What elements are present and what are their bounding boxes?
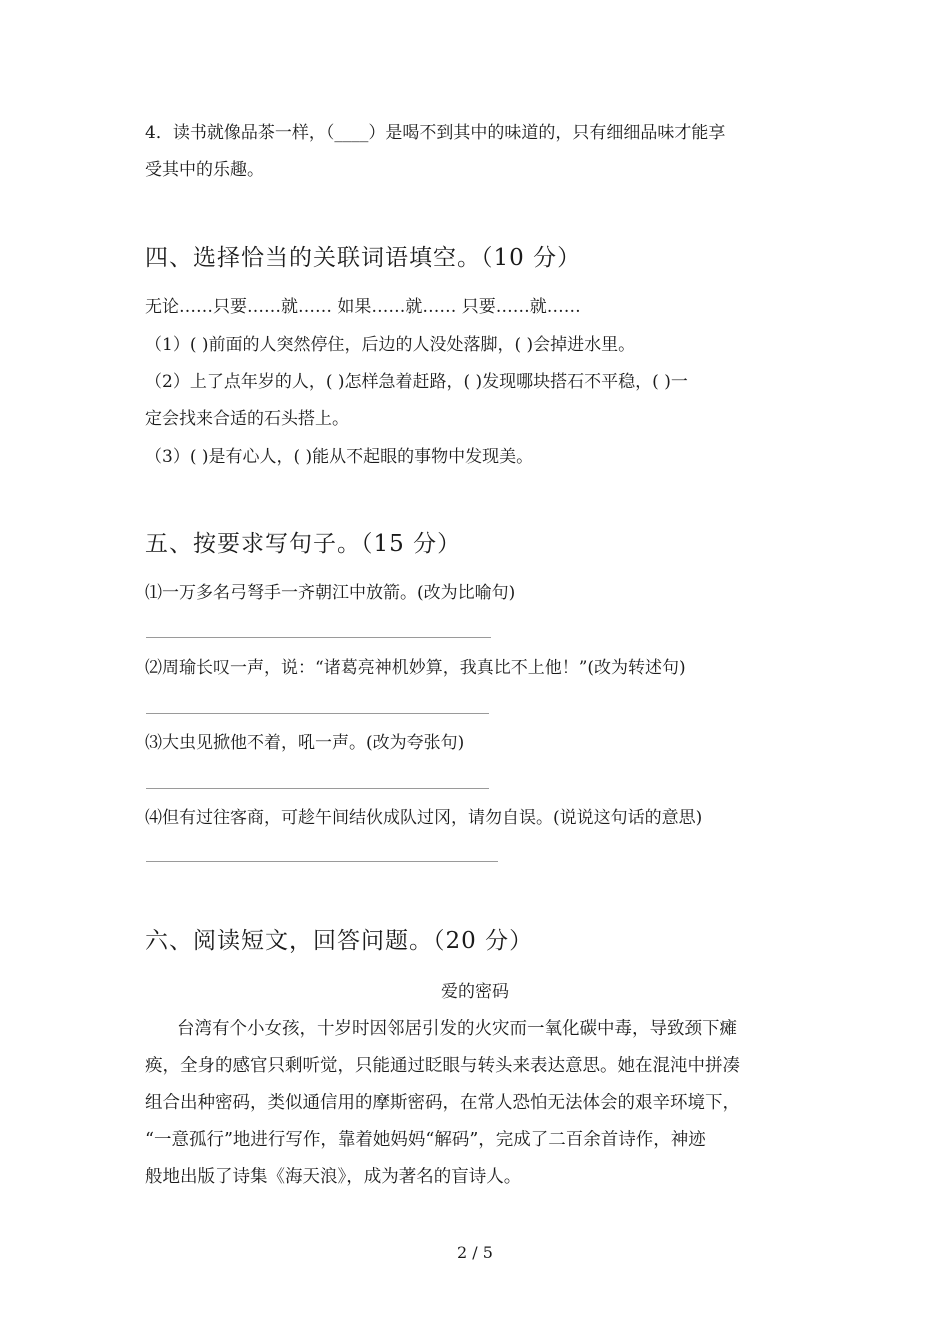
section-4-item-3: （3）( )是有心人，( )能从不起眼的事物中发现美。 bbox=[145, 447, 534, 467]
section-4-item-2-line-2: 定会找来合适的石头搭上。 bbox=[145, 409, 349, 429]
question-4-line-1: 4．读书就像品茶一样，（____）是喝不到其中的味道的，只有细细品味才能享 bbox=[145, 123, 726, 143]
conjunction-options: 无论……只要……就…… 如果……就…… 只要……就…… bbox=[145, 297, 581, 317]
question-4-line-2: 受其中的乐趣。 bbox=[145, 160, 264, 180]
section-5-question-3: ⑶大虫见掀他不着，吼一声。(改为夸张句) bbox=[145, 733, 465, 753]
section-5-question-1: ⑴一万多名弓弩手一齐朝江中放箭。(改为比喻句) bbox=[145, 583, 516, 603]
article-line: “一意孤行”地进行写作，靠着她妈妈“解码”，完成了二百余首诗作，神迹 bbox=[145, 1130, 706, 1150]
section-4-item-2-line-1: （2）上了点年岁的人，( )怎样急着赶路，( )发现哪块搭石不平稳，( )一 bbox=[145, 372, 688, 392]
section-5-heading: 五、按要求写句子。（15 分） bbox=[145, 531, 462, 557]
article-title: 爱的密码 bbox=[441, 982, 509, 1002]
answer-line-4[interactable] bbox=[146, 861, 498, 862]
answer-line-1[interactable] bbox=[146, 637, 491, 638]
page-number: 2 / 5 bbox=[457, 1243, 493, 1262]
answer-line-3[interactable] bbox=[146, 788, 489, 789]
article-line: 痪，全身的感官只剩听觉，只能通过眨眼与转头来表达意思。她在混沌中拼凑 bbox=[145, 1056, 740, 1076]
answer-line-2[interactable] bbox=[146, 713, 489, 714]
section-5-question-4: ⑷但有过往客商，可趁午间结伙成队过冈，请勿自误。(说说这句话的意思) bbox=[145, 808, 703, 828]
section-5-question-2: ⑵周瑜长叹一声，说：“诸葛亮神机妙算，我真比不上他！”(改为转述句) bbox=[145, 658, 686, 678]
section-6-heading: 六、阅读短文，回答问题。（20 分） bbox=[145, 928, 534, 954]
article-line: 般地出版了诗集《海天浪》，成为著名的盲诗人。 bbox=[145, 1167, 522, 1187]
article-line: 组合出种密码，类似通信用的摩斯密码，在常人恐怕无法体会的艰辛环境下， bbox=[145, 1093, 740, 1113]
section-4-heading: 四、选择恰当的关联词语填空。（10 分） bbox=[145, 245, 582, 271]
section-4-item-1: （1）( )前面的人突然停住，后边的人没处落脚，( )会掉进水里。 bbox=[145, 335, 636, 355]
article-line: 台湾有个小女孩，十岁时因邻居引发的火灾而一氧化碳中毒，导致颈下瘫 bbox=[177, 1019, 737, 1039]
